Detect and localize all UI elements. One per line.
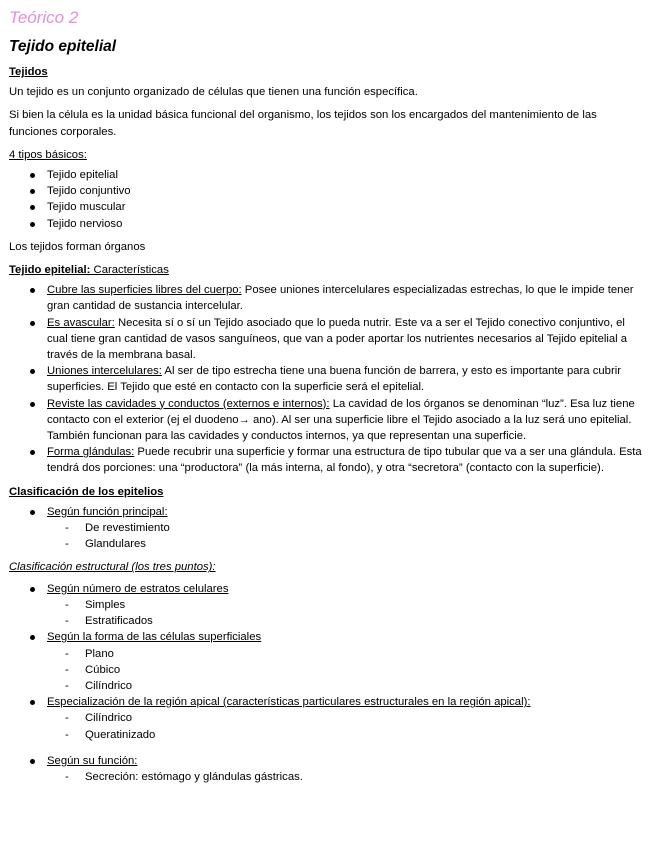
item-lead: Es avascular: xyxy=(47,316,115,329)
sub-list-item: - Queratinizado xyxy=(47,727,646,743)
list-item xyxy=(9,753,646,785)
item-text: Necesita sí o sí un Tejido asociado que lo pueda nutrir. Este va a ser el Tejido conectivo conjuntivo, el cual tiene gran cantidad de vasos sanguíneos, que van a poder aportar los nutrientes necesarios al Tejido epitelial a través de la membrana basal. xyxy=(47,316,628,362)
list-item: Tejido conjuntivo xyxy=(9,183,646,199)
list-item xyxy=(9,629,646,694)
list-item xyxy=(9,396,646,445)
list-item: Tejido nervioso xyxy=(9,216,646,232)
forma-label: Según la forma de las células superficiales xyxy=(47,631,262,644)
sub-list-item: - Simples xyxy=(47,597,646,613)
epitelial-heading-bold: Tejido epitelial: xyxy=(9,264,91,277)
sub-list-item: - Plano xyxy=(47,646,646,662)
list-item xyxy=(9,282,646,314)
sub-list xyxy=(47,646,646,695)
list-item xyxy=(9,694,646,753)
tejidos-heading: Tejidos xyxy=(9,66,48,78)
tejidos-paragraph-2: Si bien la célula es la unidad básica funcional del organismo, los tejidos son los encargados del mantenimiento de las funciones corporales. xyxy=(9,109,597,138)
apical-label: Especialización de la región apical (características particulares estructurales en la región apical): xyxy=(47,696,531,709)
item-lead: Reviste las cavidades y conductos (externos e internos): xyxy=(47,397,330,410)
item-text: Al ser de tipo estrecha tiene una buena función de barrera, y esto es importante para cubrir superficies. El Tejido que esté en contacto con la superficie será el epitelial. xyxy=(47,365,621,394)
sub-list-item: - Cilíndrico xyxy=(47,678,646,694)
sub-list-item: - Cilíndrico xyxy=(47,710,646,726)
sub-list-item: - Estratificados xyxy=(47,613,646,629)
clasificacion-heading: Clasificación de los epitelios xyxy=(9,485,164,498)
estructural-list xyxy=(9,581,646,785)
item-lead: Forma glándulas: xyxy=(47,446,135,459)
tejidos-paragraph-1: Un tejido es un conjunto organizado de células que tienen una función específica. xyxy=(9,86,418,99)
epitelial-heading-rest: Características xyxy=(90,264,169,277)
document-title: Teórico 2 xyxy=(9,8,79,27)
estratos-label: Según número de estratos celulares xyxy=(47,582,229,595)
list-item xyxy=(9,315,646,364)
list-item xyxy=(9,444,646,476)
item-text: Posee uniones intercelulares especializadas estrechas, lo que le impide tener gran cantidad de sustancia intercelular. xyxy=(47,284,634,313)
item-lead: Cubre las superficies libres del cuerpo: xyxy=(47,284,242,297)
sub-list-item: - De revestimiento xyxy=(47,520,646,536)
list-item: Tejido muscular xyxy=(9,199,646,215)
list-item xyxy=(9,581,646,630)
sub-list xyxy=(47,597,646,629)
sub-list-item: - Cúbico xyxy=(47,662,646,678)
sub-list-item: - Secreción: estómago y glándulas gástricas. xyxy=(47,769,646,785)
sub-list xyxy=(47,769,646,785)
tipos-label: 4 tipos básicos: xyxy=(9,148,87,161)
list-item xyxy=(9,363,646,395)
section-title: Tejido epitelial xyxy=(9,38,117,55)
funcion-principal-list xyxy=(9,504,646,553)
epitelial-heading xyxy=(9,262,646,278)
su-funcion-label: Según su función: xyxy=(47,754,138,767)
organos-text: Los tejidos forman órganos xyxy=(9,240,146,253)
item-text: Puede recubrir una superficie y formar una estructura de tipo tubular que va a ser una glándula. Esta tendrá dos porciones: una “productora” (la más interna, al fondo), y otra “secretora” (contacto con la superficie). xyxy=(47,446,642,475)
tipos-list xyxy=(9,167,646,232)
item-lead: Uniones intercelulares: xyxy=(47,365,162,378)
caracteristicas-list xyxy=(9,282,646,476)
list-item: Tejido epitelial xyxy=(9,167,646,183)
sub-list-item: - Glandulares xyxy=(47,536,646,552)
sub-list xyxy=(47,710,646,742)
spacer xyxy=(47,743,646,753)
estructural-label: Clasificación estructural (los tres puntos): xyxy=(9,561,216,574)
funcion-principal-label: Según función principal: xyxy=(47,505,168,518)
sub-list xyxy=(47,520,646,552)
item-text: La cavidad de los órganos se denominan “luz”. Esa luz tiene contacto con el exterior (ej el duodeno→ ano). Al ser una superficie libre el Tejido asociado a la luz será uno epitelial. También funcionan para las cavidades y conductos internos, ya que representan una superficie. xyxy=(47,397,635,443)
list-item xyxy=(9,504,646,553)
